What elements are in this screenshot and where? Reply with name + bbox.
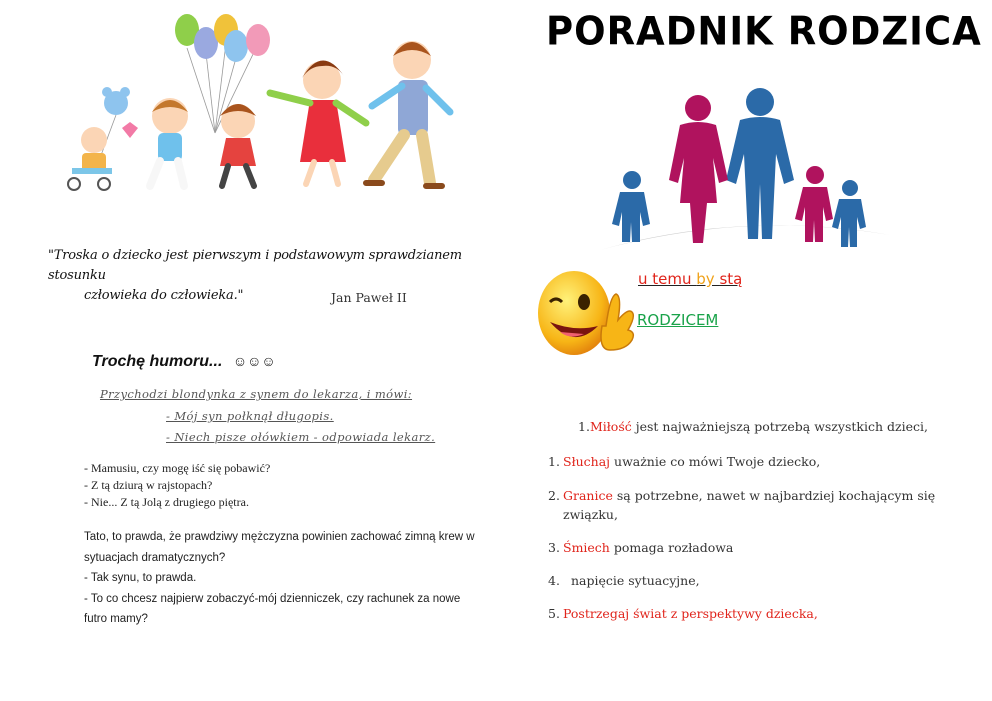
smiley-icons: ☺☺☺ [232,353,276,369]
list-item-3-keyword: Śmiech [563,540,610,555]
list-item-4 [548,573,700,588]
list-item-1-text: uważnie co mówi Twoje dziecko, [610,454,821,469]
joke3-line-3: - Tak synu, to prawda. [84,572,197,584]
subtitle-part-2: by [696,270,720,288]
family-silhouette-icon [600,80,900,255]
list-item-5 [548,606,818,621]
subtitle-part-3: stą [719,270,743,288]
list-item-2-text: są potrzebne, nawet w najbardziej kochającym się [612,488,936,503]
list-item-4-number: 4. [548,573,560,588]
subtitle-part-1: u temu [638,270,697,288]
joke2 [84,460,270,511]
list-item-2-keyword: Granice [563,488,613,503]
joke3 [84,527,494,630]
quote-author: Jan Paweł II [331,290,407,305]
quote-line-1: "Troska o dziecko jest pierwszym i podstawowym sprawdzianem stosunku [48,248,462,283]
joke3-line-5: futro mamy? [84,613,148,625]
joke3-line-1: Tato, to prawda, że prawdziwy mężczyzna powinien zachować zimną krew w [84,531,475,543]
list-item-2-number: 2. [548,488,560,503]
joke3-line-2: sytuacjach dramatycznych? [84,551,226,564]
quote [48,246,498,306]
list-item-3-text: pomaga rozładowa [609,540,734,555]
family-walking-illustration [60,8,460,198]
humor-heading-text: Trochę humoru... [92,353,223,370]
list-item-5-text: Postrzegaj świat z perspektywy dziecka, [563,606,818,621]
humor-heading [92,353,276,371]
joke1-line-1: Przychodzi blondynka z synem do lekarza, i mówi: [100,387,413,401]
page-title: PORADNIK RODZICA [546,8,982,55]
list-item-5-number: 5. [548,606,560,621]
joke2-line-3: - Nie... Z tą Jolą z drugiego piętra. [84,495,249,509]
joke1-line-3: - Niech pisze ołówkiem - odpowiada lekarz. [166,430,436,444]
list-item-4-text: napięcie sytuacyjne, [563,573,700,588]
subtitle-line-2: RODZICEM [637,311,719,329]
list-item-0-number: 1. [578,419,590,434]
list-item-2-continuation: związku, [563,507,618,522]
list-item-0 [578,419,928,434]
list-item-0-keyword: Miłość [589,419,632,434]
list-item-1-number: 1. [548,454,560,469]
winking-thumbs-emoji [534,266,644,358]
list-item-3 [548,540,733,555]
subtitle-line-1 [638,270,742,288]
list-item-2 [548,486,948,524]
joke3-line-4: - To co chcesz najpierw zobaczyć-mój dzienniczek, czy rachunek za nowe [84,592,461,605]
list-item-1-keyword: Słuchaj [563,454,611,469]
list-item-3-number: 3. [548,540,560,555]
joke2-line-1: - Mamusiu, czy mogę iść się pobawić? [84,461,271,475]
joke2-line-2: - Z tą dziurą w rajstopach? [84,478,213,492]
list-item-1 [548,454,820,469]
quote-line-2: człowieka do człowieka." [84,288,244,303]
list-item-0-text: jest najważniejszą potrzebą wszystkich dzieci, [631,419,928,434]
joke1-line-2: - Mój syn połknął długopis. [166,409,334,423]
